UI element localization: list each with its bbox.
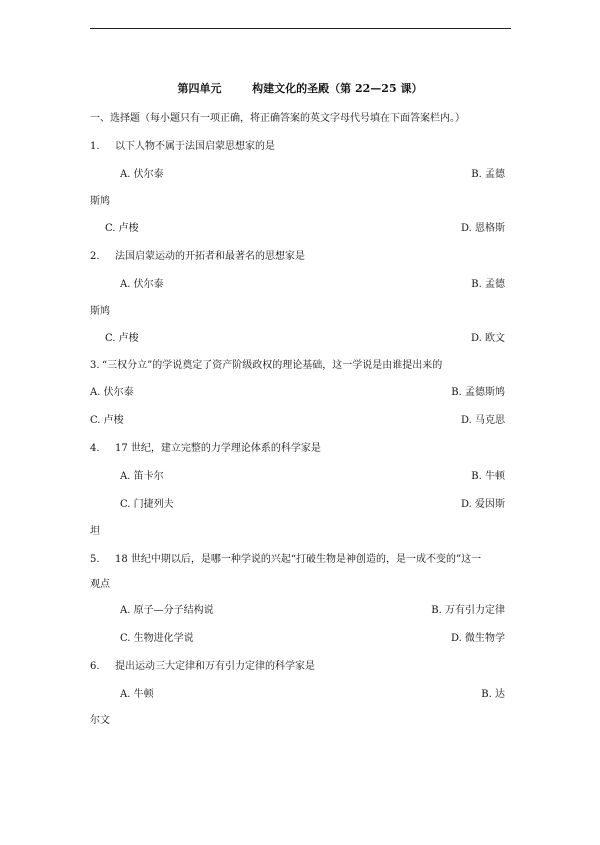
question-6-number: 6. (90, 661, 100, 672)
question-2-option-b: B. 孟德 (471, 279, 505, 290)
header-rule (90, 28, 511, 29)
question-1-option-d: D. 恩格斯 (460, 223, 505, 234)
question-4-option-b: B. 牛顿 (471, 471, 505, 482)
question-1-option-c: C. 卢梭 (105, 223, 139, 234)
question-4-option-d: D. 爱因斯 (460, 499, 505, 510)
question-4-option-a: A. 笛卡尔 (120, 471, 164, 482)
question-4-option-c: C. 门捷列夫 (120, 499, 174, 510)
question-1-number: 1. (90, 141, 100, 152)
question-6-option-b: B. 达 (481, 689, 505, 700)
question-4-stem: 17 世纪，建立完整的力学理论体系的科学家是 (115, 443, 321, 454)
question-3-option-a: A. 伏尔泰 (90, 387, 134, 398)
question-2-number: 2. (90, 251, 100, 262)
question-5-stem: 18 世纪中期以后，是哪一种学说的兴起“打破生物是神创造的，是一成不变的”这一 (115, 554, 482, 565)
question-3-number: 3. (90, 360, 100, 371)
question-5-option-a: A. 原子—分子结构说 (120, 605, 214, 616)
question-5-stem-wrap: 观点 (90, 579, 110, 590)
question-4-number: 4. (90, 443, 100, 454)
question-5-number: 5. (90, 554, 100, 565)
question-1-option-a: A. 伏尔泰 (120, 169, 164, 180)
question-1-stem: 以下人物不属于法国启蒙思想家的是 (115, 141, 275, 152)
question-2-stem: 法国启蒙运动的开拓者和最著名的思想家是 (115, 251, 305, 262)
question-3-option-c: C. 卢梭 (90, 415, 124, 426)
page-title: 第四单元 构建文化的圣殿（第 22—25 课） (177, 82, 423, 95)
question-2-option-d: D. 欧文 (470, 333, 505, 344)
question-2-option-b-wrap: 斯鸠 (90, 306, 110, 317)
question-3-option-d: D. 马克思 (460, 415, 505, 426)
question-4-option-d-wrap: 坦 (90, 526, 100, 537)
question-2-option-c: C. 卢梭 (105, 333, 139, 344)
question-1-option-b: B. 孟德 (471, 169, 505, 180)
question-2-option-a: A. 伏尔泰 (120, 279, 164, 290)
question-1-option-b-wrap: 斯鸠 (90, 196, 110, 207)
question-3-stem: “三权分立”的学说奠定了资产阶级政权的理论基础，这一学说是由谁提出来的 (102, 360, 443, 371)
question-5-option-d: D. 微生物学 (450, 633, 505, 644)
question-6-option-b-wrap: 尔文 (90, 715, 110, 726)
question-5-option-b: B. 万有引力定律 (431, 605, 505, 616)
section-instructions: 一、选择题（每小题只有一项正确，将正确答案的英文字母代号填在下面答案栏内。） (90, 113, 465, 124)
question-3-option-b: B. 孟德斯鸠 (451, 387, 505, 398)
question-5-option-c: C. 生物进化学说 (120, 633, 194, 644)
question-6-option-a: A. 牛顿 (120, 689, 154, 700)
question-6-stem: 提出运动三大定律和万有引力定律的科学家是 (115, 661, 315, 672)
